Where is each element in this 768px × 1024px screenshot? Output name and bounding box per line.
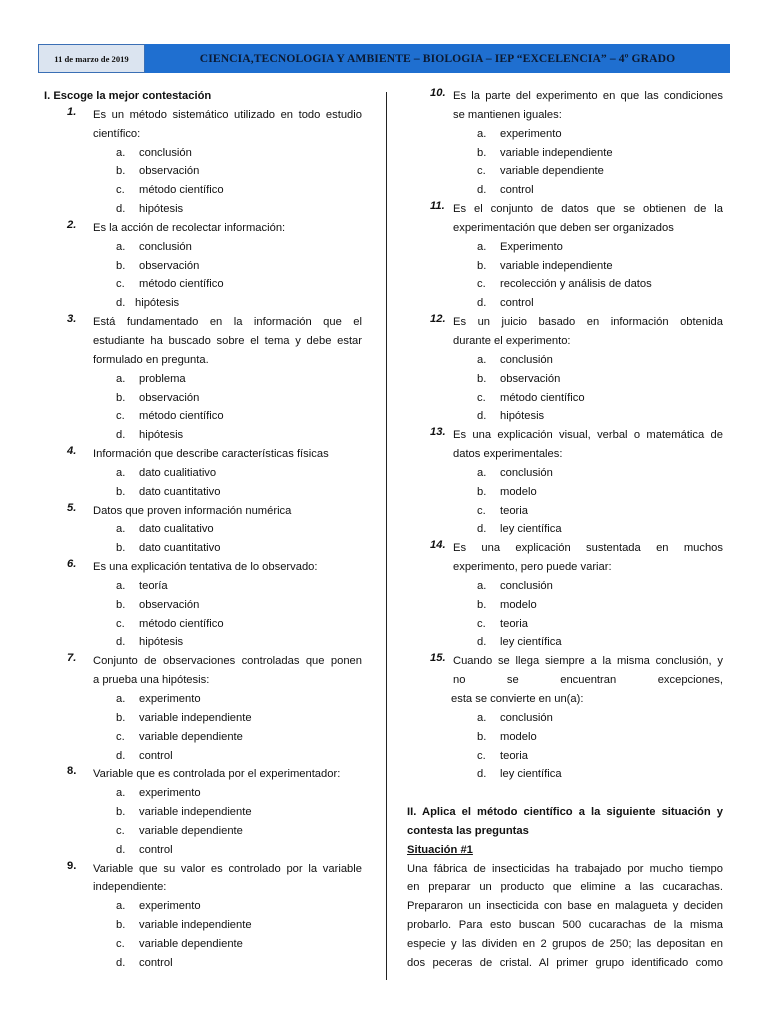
- option-letter: b.: [477, 598, 487, 611]
- option-text: conclusión: [500, 711, 553, 724]
- answer-option: [44, 633, 362, 652]
- option-letter: a.: [116, 787, 126, 800]
- question-text-line: Es la parte del experimento en que las condiciones: [453, 90, 723, 102]
- option-letter: c.: [116, 617, 125, 630]
- question-text-line: independiente:: [93, 881, 167, 894]
- option-text: variable dependiente: [139, 730, 243, 743]
- section-2-title-line: II. Aplica el método científico a la siguiente situación y: [407, 806, 723, 819]
- option-text: conclusión: [500, 466, 553, 479]
- question-13: [407, 426, 723, 539]
- answer-option: [44, 709, 362, 728]
- answer-option: [44, 464, 362, 483]
- question-text-line: Conjunto de observaciones controladas que ponen: [93, 655, 362, 668]
- situation-paragraph-line: Una fábrica de insecticidas ha trabajado por mucho tiempo: [407, 862, 723, 875]
- answer-option: [407, 275, 723, 294]
- question-number: 10.: [430, 87, 446, 99]
- question-text-line: Variable que su valor es controlado por la variable: [93, 862, 362, 875]
- question-stem: [44, 445, 362, 464]
- option-letter: b.: [477, 730, 487, 743]
- option-text: observación: [139, 391, 200, 404]
- question-8: [44, 765, 362, 859]
- option-letter: c.: [477, 165, 486, 178]
- question-text-line: no se encuentran excepciones,: [453, 674, 723, 687]
- question-stem: [407, 313, 723, 351]
- question-text-line: experimento, pero puede variar:: [453, 561, 612, 574]
- option-letter: d.: [477, 523, 487, 536]
- answer-option: [44, 370, 362, 389]
- option-letter: c.: [477, 504, 486, 517]
- question-text-line: experimentación que deben ser organizados: [453, 221, 674, 234]
- option-text: variable independiente: [139, 919, 252, 932]
- question-number: 12.: [430, 313, 446, 326]
- question-text-line: Está fundamentado en la información que el: [93, 316, 362, 329]
- option-text: ley científica: [500, 636, 562, 649]
- question-text-line: Es el conjunto de datos que se obtienen de la: [453, 203, 723, 216]
- option-letter: b.: [116, 485, 126, 498]
- option-letter: b.: [116, 542, 126, 555]
- option-letter: a.: [116, 693, 126, 705]
- option-text: experimento: [139, 900, 201, 913]
- question-7: [44, 652, 362, 765]
- answer-option: [44, 577, 362, 596]
- option-text: control: [139, 956, 173, 969]
- option-letter: a.: [116, 579, 126, 592]
- question-5: [44, 502, 362, 559]
- option-text: variable independiente: [500, 146, 613, 159]
- question-stem: [44, 860, 362, 898]
- answer-option: [407, 181, 723, 200]
- question-stem: [44, 219, 362, 238]
- answer-option: [44, 615, 362, 634]
- question-text-line: Información que describe características físicas: [93, 448, 329, 461]
- option-letter: a.: [477, 240, 487, 253]
- question-text-line: Es un juicio basado en información obtenida: [453, 316, 723, 329]
- question-number: 14.: [430, 539, 446, 552]
- option-letter: b.: [116, 919, 126, 932]
- option-letter: a.: [116, 240, 126, 253]
- answer-option: [44, 520, 362, 539]
- option-letter: d.: [116, 429, 126, 442]
- situation-heading: Situación #1: [407, 843, 473, 856]
- answer-option: [44, 822, 362, 841]
- option-text: hipótesis: [139, 203, 184, 216]
- answer-option: [407, 370, 723, 389]
- question-text-line: Datos que proven información numérica: [93, 504, 292, 517]
- answer-option: [407, 162, 723, 181]
- answer-option: [407, 633, 723, 652]
- question-number: 13.: [430, 426, 446, 439]
- answer-option: [407, 351, 723, 370]
- question-number: 9.: [67, 859, 77, 872]
- situation-paragraph-line: especie y las dividen en 2 grupos de 250; las depositan en: [407, 937, 723, 950]
- answer-option: [44, 897, 362, 916]
- question-text-line: Cuando se llega siempre a la misma conclusión, y: [453, 655, 723, 668]
- option-letter: c.: [477, 749, 486, 762]
- option-text: ley científica: [500, 768, 562, 781]
- question-number: 5.: [67, 501, 77, 514]
- question-number: 8.: [67, 765, 77, 778]
- option-text: teoria: [500, 749, 528, 762]
- answer-option: [407, 257, 723, 276]
- option-letter: b.: [477, 372, 487, 385]
- option-letter: b.: [116, 806, 126, 819]
- answer-option: [407, 747, 723, 766]
- option-text: conclusión: [500, 579, 553, 592]
- answer-option: [407, 520, 723, 539]
- answer-option: [407, 389, 723, 408]
- option-letter: a.: [116, 523, 126, 536]
- section-1-title: I. Escoge la mejor contestación: [44, 90, 212, 102]
- question-stem: [407, 200, 723, 238]
- option-letter: c.: [116, 184, 125, 197]
- option-letter: b.: [477, 485, 487, 498]
- question-11: [407, 200, 723, 313]
- option-text: método científico: [139, 184, 224, 197]
- answer-option: [44, 803, 362, 822]
- answer-option: [44, 596, 362, 615]
- option-text: conclusión: [139, 240, 192, 253]
- option-text: observación: [139, 259, 200, 272]
- question-2: [44, 219, 362, 313]
- answer-option: [44, 784, 362, 803]
- question-text-line: Es una explicación tentativa de lo observado:: [93, 561, 318, 574]
- option-text: método científico: [139, 617, 224, 630]
- question-text-line: Variable que es controlada por el experimentador:: [93, 768, 341, 781]
- question-number: 11.: [430, 200, 445, 213]
- question-stem: [44, 558, 362, 577]
- spacer: [407, 784, 723, 803]
- column-divider: [386, 92, 387, 980]
- answer-option: [407, 294, 723, 313]
- option-letter: d.: [116, 636, 126, 649]
- question-text-line: Es la acción de recolectar información:: [93, 221, 286, 234]
- question-number: 1.: [67, 105, 77, 118]
- question-stem: [44, 313, 362, 370]
- option-letter: c.: [477, 391, 486, 404]
- answer-option: [44, 200, 362, 219]
- option-letter: a.: [477, 466, 487, 479]
- question-text-line: Es una explicación sustentada en muchos: [453, 542, 723, 555]
- question-text-line: durante el experimento:: [453, 334, 571, 347]
- answer-option: [407, 615, 723, 634]
- answer-option: [407, 464, 723, 483]
- option-text: experimento: [500, 127, 562, 140]
- option-text: control: [500, 184, 534, 197]
- option-letter: d.: [477, 768, 487, 781]
- answer-option: [44, 728, 362, 747]
- answer-option: [44, 294, 362, 313]
- option-text: hipótesis: [135, 297, 180, 310]
- question-stem: [44, 502, 362, 521]
- header-banner: [38, 44, 730, 73]
- question-stem: [407, 87, 723, 125]
- option-text: método científico: [139, 278, 224, 291]
- option-letter: c.: [116, 278, 125, 291]
- answer-option: [407, 577, 723, 596]
- option-text: observación: [139, 165, 200, 178]
- answer-option: [407, 238, 723, 257]
- option-text: control: [139, 843, 173, 856]
- question-text-line: a prueba una hipótesis:: [93, 674, 210, 687]
- option-text: control: [500, 297, 534, 310]
- right-column: [407, 87, 723, 973]
- option-text: método científico: [500, 391, 585, 404]
- option-text: teoria: [500, 617, 528, 630]
- question-text-line: formulado en pregunta.: [93, 353, 209, 366]
- question-14: [407, 539, 723, 652]
- answer-option: [44, 407, 362, 426]
- option-letter: a.: [477, 711, 487, 724]
- answer-option: [407, 728, 723, 747]
- option-letter: d.: [116, 749, 126, 762]
- question-1: [44, 106, 362, 219]
- option-letter: a.: [477, 127, 487, 140]
- question-text-line: datos experimentales:: [453, 448, 563, 461]
- question-text-line: esta se convierte en un(a):: [451, 693, 584, 705]
- option-letter: a.: [477, 353, 487, 366]
- answer-option: [44, 539, 362, 558]
- option-text: variable dependiente: [139, 937, 243, 950]
- question-stem: [407, 426, 723, 464]
- question-text-line: científico:: [93, 127, 141, 140]
- answer-option: [407, 125, 723, 144]
- option-text: variable independiente: [139, 711, 252, 724]
- option-letter: b.: [477, 259, 487, 272]
- option-text: experimento: [139, 787, 201, 800]
- question-number: 4.: [67, 445, 77, 458]
- option-letter: d.: [116, 843, 126, 856]
- option-text: control: [139, 749, 173, 762]
- option-letter: c.: [116, 937, 125, 950]
- situation-paragraph-line: probarlo. Para esto buscan 500 cucarachas de la misma: [407, 919, 723, 932]
- option-letter: c.: [116, 410, 125, 423]
- question-stem: [44, 652, 362, 690]
- answer-option: [407, 483, 723, 502]
- question-number: 6.: [67, 558, 77, 571]
- option-letter: a.: [116, 466, 126, 479]
- answer-option: [44, 954, 362, 973]
- option-letter: d.: [116, 956, 126, 969]
- option-text: dato cualitativo: [139, 523, 214, 536]
- option-text: problema: [139, 372, 186, 385]
- header-title: CIENCIA,TECNOLOGIA Y AMBIENTE – BIOLOGIA – IEP “EXCELENCIA” – 4º GRADO: [145, 44, 730, 73]
- question-number: 3.: [67, 313, 77, 326]
- question-number: 2.: [67, 218, 77, 231]
- answer-option: [44, 275, 362, 294]
- question-6: [44, 558, 362, 652]
- option-letter: d.: [116, 203, 126, 216]
- option-letter: b.: [116, 165, 126, 178]
- answer-option: [407, 502, 723, 521]
- option-letter: b.: [116, 259, 126, 272]
- answer-option: [44, 841, 362, 860]
- option-text: conclusión: [500, 353, 553, 366]
- answer-option: [407, 596, 723, 615]
- question-number: 7.: [67, 652, 77, 665]
- question-text-line: Es una explicación visual, verbal o matemática de: [453, 429, 723, 442]
- option-text: ley científica: [500, 523, 562, 536]
- option-text: dato cuantitativo: [139, 542, 221, 555]
- option-text: dato cualitiativo: [139, 466, 217, 479]
- answer-option: [44, 257, 362, 276]
- question-text-line: estudiante ha buscado sobre el tema y debe estar: [93, 334, 362, 347]
- question-stem: [44, 106, 362, 144]
- option-letter: c.: [477, 278, 486, 291]
- question-stem: [407, 539, 723, 577]
- question-text-line: Es un método sistemático utilizado en todo estudio: [93, 108, 362, 121]
- option-letter: b.: [116, 711, 126, 724]
- option-text: variable independiente: [500, 259, 613, 272]
- option-letter: d.: [116, 297, 126, 310]
- option-letter: d.: [477, 297, 487, 310]
- situation-paragraph-line: Prepararon un insecticida con base en malagueta y deciden: [407, 900, 723, 913]
- question-15: [407, 652, 723, 784]
- option-text: observación: [500, 372, 561, 385]
- answer-option: [44, 747, 362, 766]
- option-text: dato cuantitativo: [139, 485, 221, 498]
- option-text: recolección y análisis de datos: [500, 278, 652, 291]
- option-text: variable dependiente: [139, 824, 243, 837]
- option-text: variable independiente: [139, 806, 252, 819]
- option-text: conclusión: [139, 146, 192, 159]
- answer-option: [44, 935, 362, 954]
- option-text: hipótesis: [500, 410, 545, 423]
- option-text: teoria: [500, 504, 528, 517]
- option-text: variable dependiente: [500, 165, 604, 178]
- question-number: 15.: [430, 652, 446, 665]
- option-text: modelo: [500, 598, 537, 611]
- option-letter: b.: [116, 391, 126, 404]
- option-letter: b.: [116, 598, 126, 611]
- option-letter: a.: [116, 900, 126, 913]
- option-letter: c.: [116, 730, 125, 743]
- question-12: [407, 313, 723, 426]
- option-text: teoría: [139, 579, 168, 592]
- option-text: Experimento: [500, 240, 563, 253]
- question-4: [44, 445, 362, 502]
- answer-option: [44, 162, 362, 181]
- answer-option: [407, 765, 723, 784]
- option-text: modelo: [500, 485, 537, 498]
- answer-option: [44, 690, 362, 709]
- option-letter: d.: [477, 410, 487, 423]
- answer-option: [44, 181, 362, 200]
- situation-paragraph-line: dos peceras de cristal. Al primer grupo identificado como: [407, 956, 723, 969]
- situation-paragraph-line: en preparar un producto que elimine a las cucarachas.: [407, 881, 723, 894]
- question-stem: [44, 765, 362, 784]
- answer-option: [44, 389, 362, 408]
- answer-option: [44, 144, 362, 163]
- option-text: experimento: [139, 693, 201, 705]
- answer-option: [407, 709, 723, 728]
- option-letter: c.: [477, 617, 486, 630]
- answer-option: [407, 144, 723, 163]
- option-text: modelo: [500, 730, 537, 743]
- option-letter: a.: [116, 372, 126, 385]
- answer-option: [407, 407, 723, 426]
- answer-option: [44, 916, 362, 935]
- question-stem: [407, 652, 723, 709]
- answer-option: [44, 238, 362, 257]
- option-letter: d.: [477, 184, 487, 197]
- section-2-title-line: contesta las preguntas: [407, 824, 529, 837]
- question-3: [44, 313, 362, 445]
- question-text-line: se mantienen iguales:: [453, 108, 562, 121]
- left-column: [44, 87, 362, 973]
- option-text: hipótesis: [139, 636, 184, 649]
- option-letter: d.: [477, 636, 487, 649]
- option-letter: b.: [477, 146, 487, 159]
- option-letter: a.: [477, 579, 487, 592]
- option-text: hipótesis: [139, 429, 184, 442]
- option-text: método científico: [139, 410, 224, 423]
- option-letter: a.: [116, 146, 126, 159]
- question-9: [44, 860, 362, 973]
- answer-option: [44, 483, 362, 502]
- option-text: observación: [139, 598, 200, 611]
- question-10: [407, 87, 723, 200]
- answer-option: [44, 426, 362, 445]
- option-letter: c.: [116, 824, 125, 837]
- header-date: 11 de marzo de 2019: [38, 44, 145, 73]
